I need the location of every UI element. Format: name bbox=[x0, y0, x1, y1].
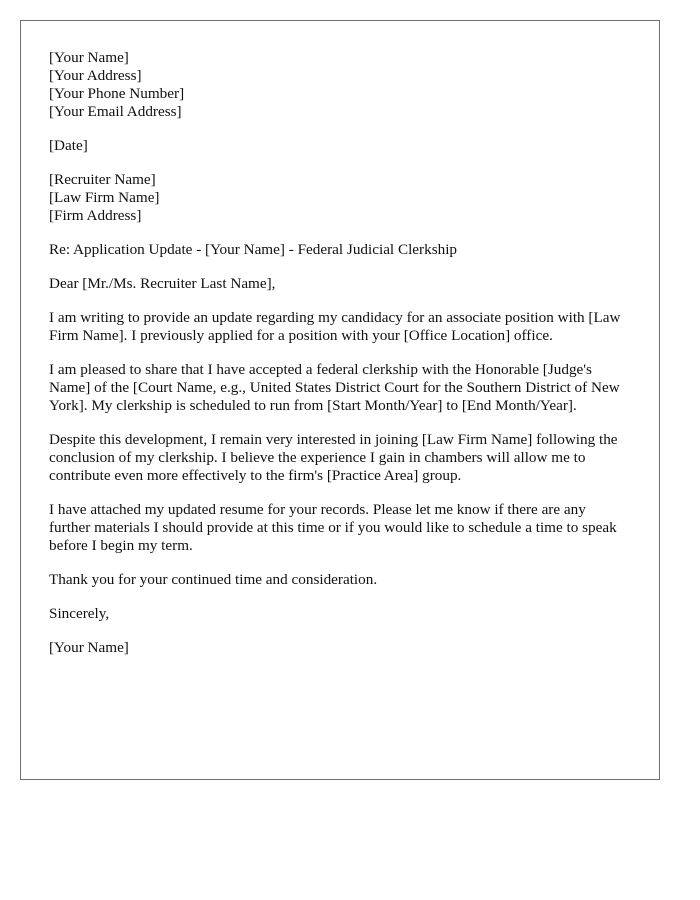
sender-email: [Your Email Address] bbox=[49, 103, 182, 120]
recipient-address: [Firm Address] bbox=[49, 207, 142, 224]
sender-block bbox=[49, 49, 629, 121]
sender-address: [Your Address] bbox=[49, 67, 142, 84]
paragraph-clerkship: I am pleased to share that I have accepted a federal clerkship with the Honorable [Judge's Name] of the [Court Name, e.g., United States District Court for the Southern District of New York]. My clerkship is scheduled to run from [Start Month/Year] to [End Month/Year]. bbox=[49, 361, 620, 414]
recipient-name: [Recruiter Name] bbox=[49, 171, 156, 188]
letter-date: [Date] bbox=[49, 137, 88, 154]
recipient-firm: [Law Firm Name] bbox=[49, 189, 160, 206]
paragraph-intro: I am writing to provide an update regarding my candidacy for an associate position with [Law Firm Name]. I previously applied for a position with your [Office Location] office. bbox=[49, 309, 621, 344]
paragraph-resume: I have attached my updated resume for your records. Please let me know if there are any further materials I should provide at this time or if you would like to schedule a time to speak before I begin my term. bbox=[49, 501, 617, 554]
closing: Sincerely, bbox=[49, 605, 110, 622]
signature: [Your Name] bbox=[49, 639, 129, 656]
paragraph-interest: Despite this development, I remain very interested in joining [Law Firm Name] following the conclusion of my clerkship. I believe the experience I gain in chambers will allow me to contribute even more effectively to the firm's [Practice Area] group. bbox=[49, 431, 618, 484]
paragraph-thanks: Thank you for your continued time and consideration. bbox=[49, 571, 378, 588]
letter-frame bbox=[20, 20, 660, 780]
recipient-block bbox=[49, 171, 629, 225]
subject-line: Re: Application Update - [Your Name] - Federal Judicial Clerkship bbox=[49, 241, 458, 258]
greeting: Dear [Mr./Ms. Recruiter Last Name], bbox=[49, 275, 276, 292]
sender-phone: [Your Phone Number] bbox=[49, 85, 185, 102]
letter-body bbox=[49, 49, 629, 673]
sender-name: [Your Name] bbox=[49, 49, 129, 66]
